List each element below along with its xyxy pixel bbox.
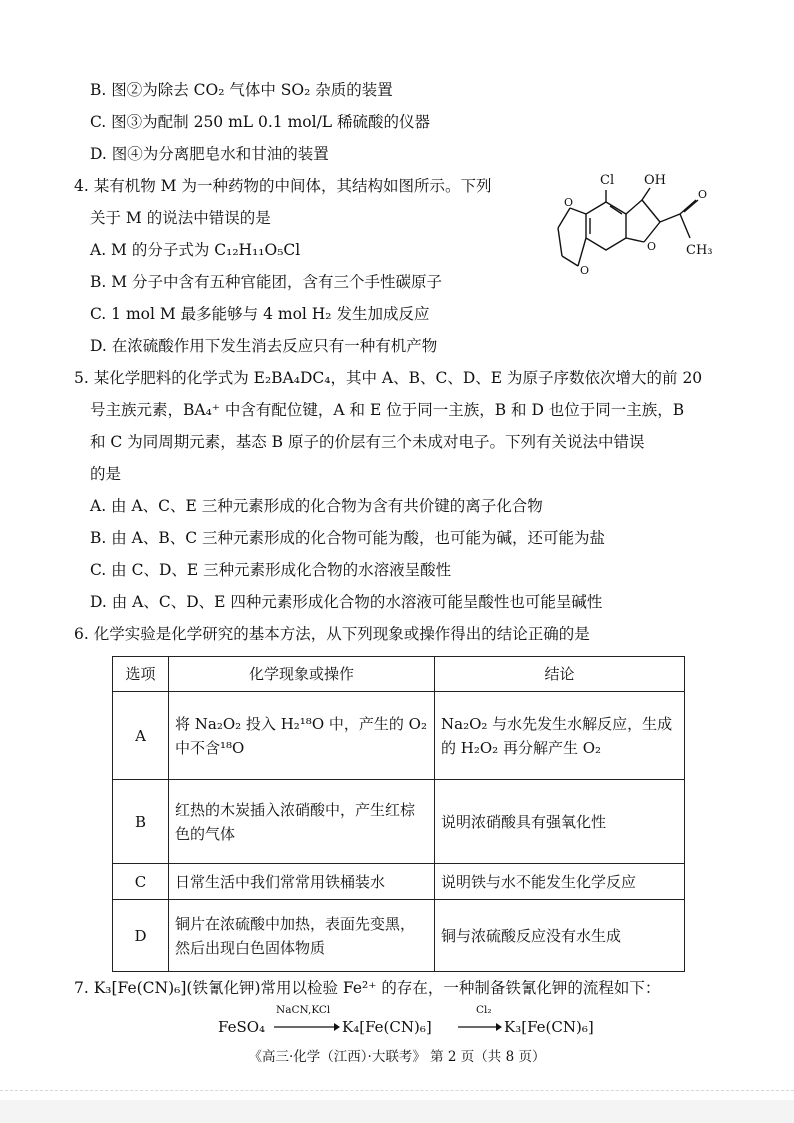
header-option: 选项 (113, 657, 169, 692)
row-operation: 铜片在浓硫酸中加热，表面先变黑，然后出现白色固体物质 (169, 900, 435, 972)
arrow-icon (274, 1022, 340, 1032)
row-option: B (113, 780, 169, 864)
row-conclusion: 说明铁与水不能发生化学反应 (435, 864, 685, 900)
svg-text:O: O (647, 240, 657, 253)
divider (0, 1090, 794, 1091)
header-conclusion: 结论 (435, 657, 685, 692)
q5-line2: 号主族元素，BA₄⁺ 中含有配位键，A 和 E 位于同一主族，B 和 D 也位于同一主族，B (90, 401, 685, 419)
row-conclusion: 说明浓硝酸具有强氧化性 (435, 780, 685, 864)
svg-text:O: O (698, 188, 708, 201)
q4-option-a: A. M 的分子式为 C₁₂H₁₁O₅Cl (90, 241, 301, 259)
page-footer: 《高三·化学（江西）·大联考》 第 2 页（共 8 页） (248, 1049, 546, 1065)
q7-stem: 7. K₃[Fe(CN)₆](铁氰化钾)常用以检验 Fe²⁺ 的存在，一种制备铁氰化钾的流程如下： (74, 979, 661, 997)
row-option: A (113, 692, 169, 780)
q4-option-b: B. M 分子中含有五种官能团，含有三个手性碳原子 (90, 273, 443, 291)
q5-option-c: C. 由 C、D、E 三种元素形成化合物的水溶液呈酸性 (90, 561, 452, 579)
q5-line1: 5. 某化学肥料的化学式为 E₂BA₄DC₄，其中 A、B、C、D、E 为原子序数依次增大的前 20 (74, 369, 703, 387)
bottom-band (0, 1100, 794, 1123)
option-c-q3: C. 图③为配制 250 mL 0.1 mol/L 稀硫酸的仪器 (90, 113, 431, 131)
molecule-structure (548, 170, 738, 300)
row-operation: 日常生活中我们常常用铁桶装水 (169, 864, 435, 900)
q5-line4: 的是 (90, 465, 122, 483)
flow-mid: K₄[Fe(CN)₆] (342, 1018, 432, 1036)
q4-stem-line1: 4. 某有机物 M 为一种药物的中间体，其结构如图所示。下列 (74, 177, 492, 195)
flow-reagent-1: NaCN,KCl (276, 1004, 331, 1016)
svg-text:O: O (564, 196, 574, 209)
q4-stem-line2: 关于 M 的说法中错误的是 (90, 209, 271, 227)
row-operation: 将 Na₂O₂ 投入 H₂¹⁸O 中，产生的 O₂ 中不含¹⁸O (169, 692, 435, 780)
q5-option-d: D. 由 A、C、D、E 四种元素形成化合物的水溶液可能呈酸性也可能呈碱性 (90, 593, 603, 611)
mol-label-cl: Cl (600, 173, 615, 188)
row-operation: 红热的木炭插入浓硝酸中，产生红棕色的气体 (169, 780, 435, 864)
q5-line3: 和 C 为同周期元素，基态 B 原子的价层有三个未成对电子。下列有关说法中错误 (90, 433, 645, 451)
option-d-q3: D. 图④为分离肥皂水和甘油的装置 (90, 145, 329, 163)
row-conclusion: 铜与浓硫酸反应没有水生成 (435, 900, 685, 972)
mol-label-ch3: CH₃ (686, 243, 713, 258)
q5-option-b: B. 由 A、B、C 三种元素形成的化合物可能为酸，也可能为碱，还可能为盐 (90, 529, 606, 547)
mol-label-oh: OH (644, 173, 666, 188)
q5-option-a: A. 由 A、C、E 三种元素形成的化合物为含有共价键的离子化合物 (90, 497, 543, 515)
option-b-q3: B. 图②为除去 CO₂ 气体中 SO₂ 杂质的装置 (90, 81, 393, 99)
header-operation: 化学现象或操作 (169, 657, 435, 692)
flow-end: K₃[Fe(CN)₆] (504, 1018, 594, 1036)
row-conclusion: Na₂O₂ 与水先发生水解反应，生成的 H₂O₂ 再分解产生 O₂ (435, 692, 685, 780)
q4-option-c: C. 1 mol M 最多能够与 4 mol H₂ 发生加成反应 (90, 305, 430, 323)
q6-stem: 6. 化学实验是化学研究的基本方法，从下列现象或操作得出的结论正确的是 (74, 625, 590, 643)
q4-option-d: D. 在浓硫酸作用下发生消去反应只有一种有机产物 (90, 337, 438, 355)
table-row (113, 864, 685, 900)
table-header-row (113, 657, 685, 692)
flow-reagent-2: Cl₂ (476, 1004, 492, 1016)
flow-start: FeSO₄ (218, 1018, 266, 1036)
table-row (113, 780, 685, 864)
row-option: D (113, 900, 169, 972)
q6-table (112, 656, 685, 972)
row-option: C (113, 864, 169, 900)
svg-text:O: O (580, 264, 590, 277)
table-row (113, 900, 685, 972)
table-row (113, 692, 685, 780)
arrow-icon (458, 1022, 502, 1032)
q7-flow-scheme (218, 1004, 618, 1040)
